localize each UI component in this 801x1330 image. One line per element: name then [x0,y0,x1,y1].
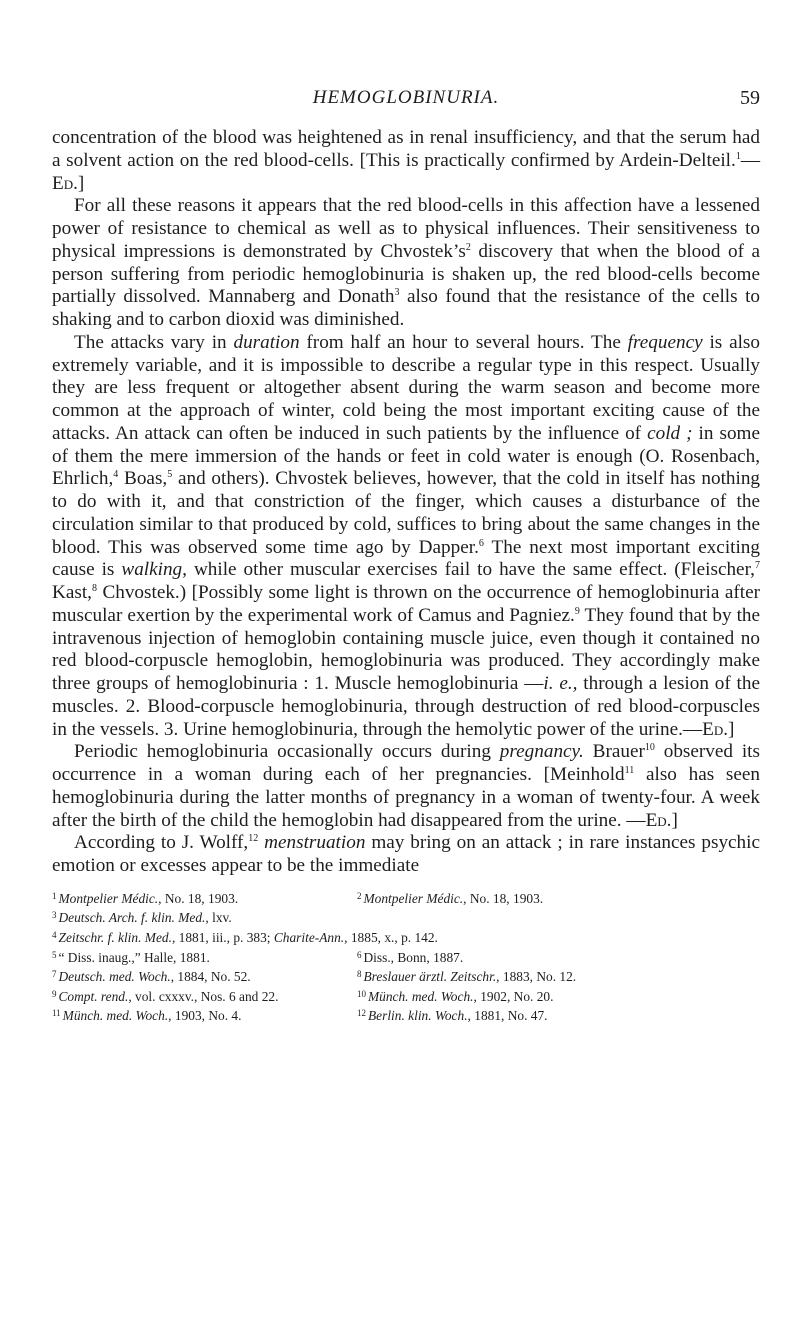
page-header [52,87,760,117]
footnote-ref-5[interactable]: 5 [167,469,173,481]
footnote-ref-1[interactable]: 1 [735,150,741,162]
footnote-4: $^4$ Zeitschr. f. klin. Med., 1881, iii., p. 383; Charite-Ann., 1885, x., p. 142. [52,929,438,945]
footnote-7: $^7$ Deutsch. med. Woch., 1884, No. 52. [52,969,251,985]
paragraph-3: The attacks vary in duration from half an hour to several hours. The frequency is also extremely variable, and it is impossible to describe a regular type in this respect. Usually they are less frequent or altogether absent during the warm season and become more common at the approach of winter, cold being the most important exciting cause of the attacks. An attack can often be induced in such patients by the influence of cold ; in some of them the mere immersion of the hands or feet in cold water is enough (O. Rosenbach, Ehrlich,$^4$ Boas,$^5$ and others). Chvostek believes, however, that the cold in itself has nothing to do with it, and that constriction of the finger, which causes a disturbance of the circulation similar to that produced by cold, suffices to bring about the same changes in the blood. This was observed some time ago by Dapper.$^6$ The next most important exciting cause is walking, while other muscular exercises fail to have the same effect. (Fleischer,$^7$ Kast,$^8$ Chvostek.) [Possibly some light is thrown on the occurrence of hemoglobinuria after muscular exertion by the experimental work of Camus and Pagniez.$^9$ They found that by the intravenous injection of hemoglobin containing muscle juice, even though it contained no red blood-corpuscle hemoglobin, hemoglobinuria was produced. They accordingly make three groups of hemoglobinuria : 1. Muscle hemoglobinuria —i. e., through a lesion of the muscles. 2. Blood-corpuscle hemoglobinuria, through destruction of red blood-corpuscles in the vessels. 3. Urine hemoglobinuria, through the hemolytic power of the urine.—Ed.] [52,331,761,740]
footnote-2: $^2$ Montpelier Médic., No. 18, 1903. [357,890,544,906]
footnote-ref-11[interactable]: 11 [624,765,635,776]
footnote-row [52,966,760,986]
footnote-ref-7[interactable]: 7 [754,560,760,572]
book-page [52,0,760,1025]
footnote-row [52,927,760,947]
footnote-11: $^{11}$ Münch. med. Woch., 1903, No. 4. [52,1008,242,1024]
body-text [52,127,760,878]
running-title: HEMOGLOBINURIA. [312,87,500,108]
footnote-8: $^8$ Breslauer ärztl. Zeitschr., 1883, No. 12. [357,969,577,985]
footnote-9: $^9$ Compt. rend., vol. cxxxv., Nos. 6 and 22. [52,988,279,1004]
footnote-row [52,986,760,1006]
footnote-ref-10[interactable]: 10 [644,742,655,754]
footnote-row [52,907,760,927]
paragraph-4: Periodic hemoglobinuria occasionally occurs during pregnancy. Brauer$^{10}$ observed its occurrence in a woman during each of her pregnancies. [Meinhold$^{11}$ also has seen hemoglobinuria during the latter months of pregnancy in a woman of twenty-four. A week after the birth of the child the hemoglobin had disappeared from the urine. —Ed.] [52,741,760,831]
page-number: 59 [740,87,760,109]
footnotes [52,888,760,1025]
footnote-5: $^5$ “ Diss. inaug.,” Halle, 1881. [52,949,210,965]
footnote-3: $^3$ Deutsch. Arch. f. klin. Med., lxv. [52,910,232,926]
footnote-row [52,947,760,967]
footnote-row [52,1005,760,1025]
footnote-ref-3[interactable]: 3 [394,287,400,299]
footnote-ref-6[interactable]: 6 [478,537,484,549]
footnote-ref-12[interactable]: 12 [248,833,259,845]
footnote-row [52,888,760,908]
footnote-6: $^6$ Diss., Bonn, 1887. [357,949,464,965]
paragraph-2: For all these reasons it appears that the red blood-cells in this affection have a lessened power of resistance to chemical as well as to physical influences. Their sensitiveness to physical impressions is demonstrated by $Chvostek’s^2$ discovery that when the blood of a person suffering from periodic hemoglobinuria is shaken up, the red blood-cells become partially dissolved. Mannaberg and Donath$^3$ also found that the resistance of the cells to shaking and to carbon dioxid was diminished. [52,195,761,330]
paragraph-5: According to J. Wolff,$^{12}$ menstruation may bring on an attack ; in rare instances psychic emotion or excesses appear to be the immediate [52,832,761,876]
footnote-10: $^{10}$ Münch. med. Woch., 1902, No. 20. [357,988,554,1004]
footnote-12: $^{12}$ Berlin. klin. Woch., 1881, No. 47. [357,1008,548,1024]
footnote-ref-4[interactable]: 4 [113,469,119,481]
footnote-1: $^1$ Montpelier Médic., No. 18, 1903. [52,890,239,906]
footnote-ref-2[interactable]: 2 [465,241,471,253]
footnote-ref-9[interactable]: 9 [574,605,580,617]
paragraph-1: concentration of the blood was heightened as in renal insufficiency, and that the serum had a solvent action on the red blood-cells. [This is practically confirmed by Ardein-Delteil.$^1$—Ed.] [52,127,760,194]
footnote-ref-8[interactable]: 8 [91,583,97,594]
